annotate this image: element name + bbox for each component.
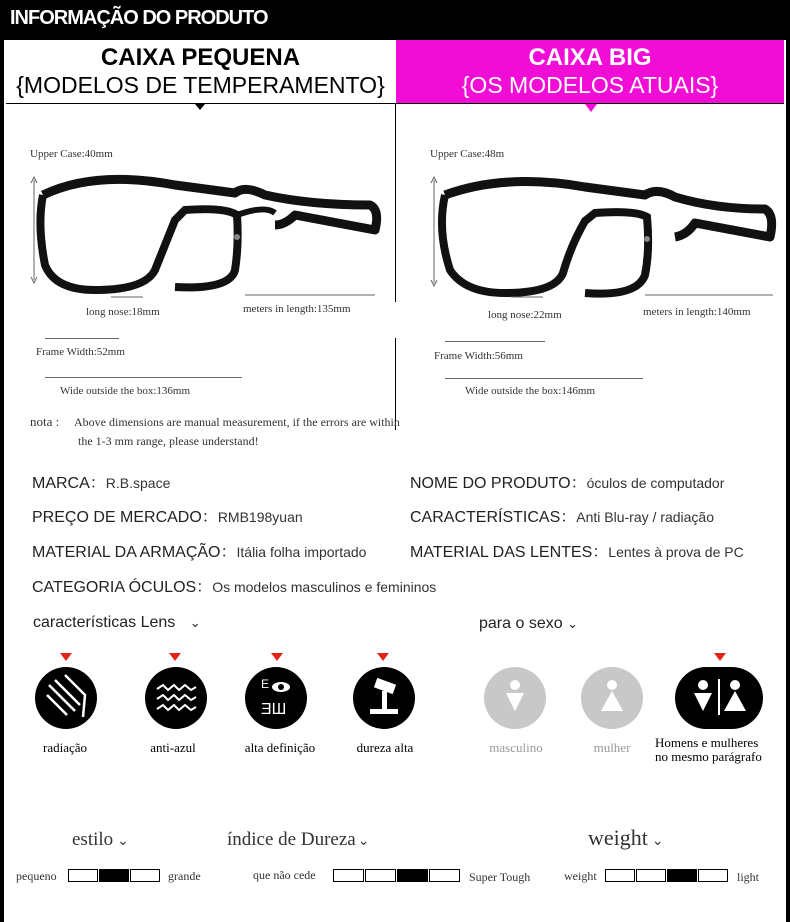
spec-preco-value: RMB198yuan [217, 509, 303, 525]
estilo-scale-box [130, 869, 160, 882]
chevron-down-icon: ⌄ [651, 834, 664, 849]
eye-chart-3m-glyph: ƎШ [261, 701, 287, 718]
page-title: INFORMAÇÃO DO PRODUTO [10, 7, 268, 29]
spec-caracteristicas-value: Anti Blu-ray / radiação [576, 509, 714, 525]
both-sexes-label [655, 736, 762, 764]
weight-title: weight [588, 825, 648, 850]
marker-alta-definicao [271, 653, 283, 661]
chevron-down-icon: ⌄ [189, 615, 201, 630]
small-upper-case-label: Upper Case:40mm [30, 148, 113, 160]
estilo-left-label: pequeno [16, 869, 57, 883]
weight-scale-box [698, 869, 728, 882]
estilo-scale-box [99, 869, 129, 882]
spec-categoria-label: CATEGORIA ÓCULOS： [32, 579, 213, 596]
spec-armacao-label: MATERIAL DA ARMAÇÃO： [32, 544, 237, 561]
spec-caracteristicas [410, 504, 714, 527]
dureza-scale-box [365, 869, 396, 882]
big-box-header [396, 40, 784, 104]
dureza-scale-box [429, 869, 460, 882]
big-wide-outside-arrow [445, 378, 643, 379]
big-glasses-image [425, 165, 780, 315]
spec-caracteristicas-label: CARACTERÍSTICAS： [410, 509, 577, 526]
dureza-right-label: Super Tough [469, 870, 531, 884]
header-pointer-left [195, 104, 205, 110]
small-box-header [6, 40, 395, 104]
spec-nome-label: NOME DO PRODUTO： [410, 475, 587, 492]
chevron-down-icon: ⌄ [567, 616, 578, 631]
small-box-subtitle: {MODELOS DE TEMPERAMENTO} [16, 72, 385, 98]
note-line-1: Above dimensions are manual measurement, if the errors are within [74, 415, 400, 429]
small-long-nose-label: long nose:18mm [86, 306, 160, 318]
marker-dureza [377, 653, 389, 661]
big-frame-width-label: Frame Width:56mm [434, 350, 523, 362]
dureza-label: dureza alta [356, 740, 414, 755]
dureza-scale [333, 869, 461, 883]
small-glasses-image [25, 165, 390, 315]
unisex-icon [675, 667, 763, 729]
eye-chart-icon [245, 667, 307, 729]
anti-blue-icon [145, 667, 207, 729]
spec-preco [32, 504, 303, 527]
small-meters-length-label: meters in length:135mm [243, 303, 351, 315]
dureza-scale-box [333, 869, 364, 882]
dureza-title: índice de Dureza [227, 829, 356, 850]
estilo-scale-box [68, 869, 98, 882]
chevron-down-icon: ⌄ [117, 834, 129, 849]
big-upper-case-label: Upper Case:48m [430, 148, 505, 160]
dureza-heading [227, 829, 369, 851]
dureza-scale-box [397, 869, 428, 882]
spec-marca [32, 470, 170, 493]
small-frame-width-label: Frame Width:52mm [36, 346, 125, 358]
chevron-down-icon: ⌄ [357, 834, 370, 849]
big-meters-length-label: meters in length:140mm [643, 306, 751, 318]
estilo-scale [68, 869, 163, 883]
sex-heading [479, 615, 578, 633]
big-wide-outside-label: Wide outside the box:146mm [465, 385, 596, 397]
dureza-left-label: que não cede [253, 868, 316, 882]
lens-features-title: características Lens [33, 614, 176, 631]
hammer-icon [353, 667, 415, 729]
spec-marca-value: R.B.space [105, 475, 171, 491]
both-sexes-line-1: Homens e mulheres [655, 735, 759, 750]
female-icon [581, 667, 643, 729]
note-label: nota : [30, 414, 60, 429]
spec-preco-label: PREÇO DE MERCADO： [32, 509, 218, 526]
spec-categoria-value: Os modelos masculinos e femininos [212, 579, 437, 595]
spec-nome-value: óculos de computador [586, 475, 725, 491]
spec-categoria [32, 574, 436, 597]
anti-azul-label: anti-azul [150, 740, 196, 755]
spec-lentes-label: MATERIAL DAS LENTES： [410, 544, 609, 561]
alta-definicao-label: alta definição [244, 740, 316, 755]
weight-scale-box [667, 869, 697, 882]
spec-lentes [410, 539, 744, 562]
small-box-title: CAIXA PEQUENA [100, 44, 301, 71]
radiacao-label: radiação [42, 740, 88, 755]
radiation-icon [35, 667, 97, 729]
weight-scale-box [605, 869, 635, 882]
small-wide-outside-label: Wide outside the box:136mm [60, 385, 191, 397]
mulher-label: mulher [593, 740, 631, 755]
big-frame-width-arrow [445, 341, 545, 342]
spec-armacao-value: Itália folha importado [236, 544, 367, 560]
estilo-heading [72, 829, 129, 851]
estilo-right-label: grande [168, 869, 201, 883]
big-long-nose-label: long nose:22mm [488, 309, 562, 321]
lens-features-heading [33, 614, 201, 632]
weight-left-label: weight [564, 869, 597, 883]
marker-both-sexes [714, 653, 726, 661]
marker-anti-azul [169, 653, 181, 661]
estilo-title: estilo [72, 829, 114, 850]
weight-heading [588, 825, 664, 851]
header-pointer-right [585, 104, 597, 112]
marker-radiacao [60, 653, 72, 661]
weight-scale [605, 869, 732, 883]
column-divider-top [395, 104, 396, 302]
header-bar [0, 0, 790, 40]
masculino-label: masculino [489, 740, 543, 755]
spec-armacao [32, 539, 366, 562]
big-box-title: CAIXA BIG [528, 44, 652, 71]
spec-marca-label: MARCA： [32, 475, 106, 492]
spec-lentes-value: Lentes à prova de PC [608, 544, 744, 560]
note-line-2: the 1-3 mm range, please understand! [78, 434, 259, 448]
spec-nome [410, 470, 724, 493]
weight-scale-box [636, 869, 666, 882]
weight-right-label: light [737, 870, 760, 884]
sex-title: para o sexo [479, 615, 563, 632]
small-wide-outside-arrow [45, 377, 242, 378]
small-frame-width-arrow [45, 338, 119, 339]
male-icon [484, 667, 546, 729]
both-sexes-line-2: no mesmo parágrafo [655, 749, 762, 764]
big-box-subtitle: {OS MODELOS ATUAIS} [461, 72, 719, 98]
eye-chart-e-glyph: E [261, 677, 270, 691]
